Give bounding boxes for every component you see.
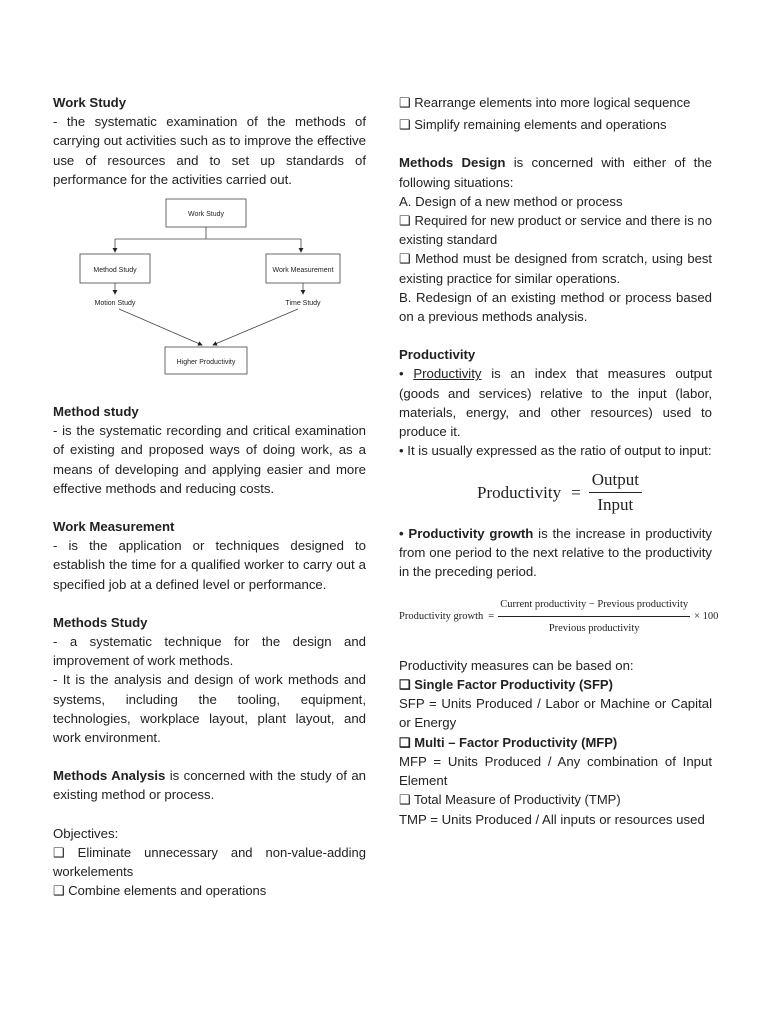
methods-design-intro bbox=[399, 153, 712, 191]
objective-item: ❑ Eliminate unnecessary and non-value-adding workelements bbox=[53, 844, 366, 880]
sfp-text: SFP = Units Produced / Labor or Machine or Capital or Energy bbox=[399, 696, 712, 731]
growth-formula-multiplier: × 100 bbox=[694, 611, 719, 623]
diagram-label-time-study: Time Study bbox=[285, 300, 321, 308]
methods-study-heading: Methods Study bbox=[53, 614, 148, 630]
method-study-heading: Method study bbox=[53, 404, 139, 420]
productivity-formula bbox=[407, 470, 712, 513]
growth-formula-lhs: Productivity growth bbox=[399, 611, 484, 623]
methods-analysis-paragraph bbox=[53, 766, 366, 804]
productivity-definition-text: is an index that measures output (goods and services) relative to the input (labor, materials, energy, and other resources) used to produce it. bbox=[399, 366, 713, 440]
productivity-heading: Productivity bbox=[399, 347, 476, 363]
objective-item: ❑ Rearrange elements into more logical sequence bbox=[399, 95, 691, 110]
methods-study-section bbox=[53, 613, 366, 747]
productivity-formula-fraction bbox=[589, 470, 642, 513]
work-study-section bbox=[53, 93, 366, 189]
measures-intro: Productivity measures can be based on: bbox=[399, 657, 634, 673]
work-study-diagram bbox=[53, 195, 366, 380]
productivity-growth-formula bbox=[399, 595, 719, 637]
diagram-label-method-study: Method Study bbox=[93, 267, 137, 275]
methods-design-a: A. Design of a new method or process bbox=[399, 193, 623, 209]
productivity-formula-lhs: Productivity bbox=[477, 482, 562, 502]
methods-design-a2: ❑ Method must be designed from scratch, using best existing practice for similar operations. bbox=[399, 251, 712, 286]
productivity-section bbox=[399, 345, 719, 638]
methods-analysis-term: Methods Analysis bbox=[53, 768, 166, 784]
methods-analysis-text: is concerned with the study of an existing method or process. bbox=[53, 768, 366, 803]
growth-formula-numerator: Current productivity − Previous productivity bbox=[498, 595, 690, 616]
productivity-link[interactable]: Productivity bbox=[413, 366, 482, 382]
productivity-growth-term: • Productivity growth bbox=[399, 525, 534, 541]
tmp-text: TMP = Units Produced / All inputs or resources used bbox=[399, 811, 705, 827]
method-study-definition: - is the systematic recording and critical examination of existing and proposed ways of doing work, as a means of developing and applying easier and more effective methods and reducing costs. bbox=[53, 423, 366, 496]
productivity-formula-eq: = bbox=[571, 482, 581, 502]
objectives-continued bbox=[399, 93, 712, 134]
objective-item: ❑ Simplify remaining elements and operations bbox=[399, 117, 667, 133]
methods-design-text: is concerned with either of the following situations: bbox=[399, 155, 713, 190]
diagram-label-work-study: Work Study bbox=[187, 211, 225, 219]
method-study-section bbox=[53, 402, 366, 498]
methods-design-a1: ❑ Required for new product or service and there is no existing standard bbox=[399, 213, 712, 248]
sfp-title: ❑ Single Factor Productivity (SFP) bbox=[399, 677, 613, 693]
diagram-label-motion-study: Motion Study bbox=[94, 300, 136, 308]
productivity-measures-section bbox=[399, 656, 712, 829]
work-study-definition: - the systematic examination of the methods of carrying out activities such as to improve the effective use of resources and to set up standards of performance for the activities carried out. bbox=[53, 114, 366, 187]
objectives-section bbox=[53, 824, 366, 901]
mfp-title: ❑ Multi – Factor Productivity (MFP) bbox=[399, 734, 618, 750]
growth-formula-fraction bbox=[498, 595, 690, 637]
growth-formula-denominator: Previous productivity bbox=[548, 622, 640, 634]
productivity-formula-denominator: Input bbox=[597, 494, 634, 514]
productivity-ratio-text: • It is usually expressed as the ratio of output to input: bbox=[399, 443, 712, 459]
mfp-text: MFP = Units Produced / Any combination of Input Element bbox=[399, 753, 712, 789]
methods-study-text-1: - a systematic technique for the design and improvement of work methods. bbox=[53, 634, 366, 669]
methods-design-b: B. Redesign of an existing method or process based on a previous methods analysis. bbox=[399, 289, 712, 325]
methods-design-term: Methods Design bbox=[399, 155, 506, 171]
methods-study-text-2: - It is the analysis and design of work methods and systems, including the tooling, equipment, technologies, workplace layout, plant layout, and work environment. bbox=[53, 672, 366, 746]
work-measurement-definition: - is the application or techniques designed to establish the time for a qualified worker to carry out a specified job at a defined level or performance. bbox=[53, 538, 366, 592]
objective-item: ❑ Combine elements and operations bbox=[53, 883, 267, 899]
methods-design-section bbox=[399, 153, 712, 326]
productivity-definition bbox=[399, 364, 712, 441]
tmp-title: ❑ Total Measure of Productivity (TMP) bbox=[399, 792, 621, 808]
work-measurement-section bbox=[53, 517, 366, 594]
diagram-label-higher-productivity: Higher Productivity bbox=[176, 359, 236, 367]
work-measurement-heading: Work Measurement bbox=[53, 519, 175, 535]
growth-formula-eq: = bbox=[488, 611, 495, 623]
work-study-heading: Work Study bbox=[53, 95, 127, 110]
diagram-label-work-measurement: Work Measurement bbox=[272, 267, 334, 275]
productivity-formula-numerator: Output bbox=[589, 470, 642, 492]
right-column bbox=[399, 93, 719, 829]
productivity-growth-definition bbox=[399, 524, 712, 582]
left-column bbox=[53, 93, 366, 900]
productivity-growth-text: is the increase in productivity from one period to the next relative to the productivity in the preceding period. bbox=[399, 525, 712, 580]
objectives-label: Objectives: bbox=[53, 825, 119, 841]
bullet: • bbox=[399, 366, 414, 382]
